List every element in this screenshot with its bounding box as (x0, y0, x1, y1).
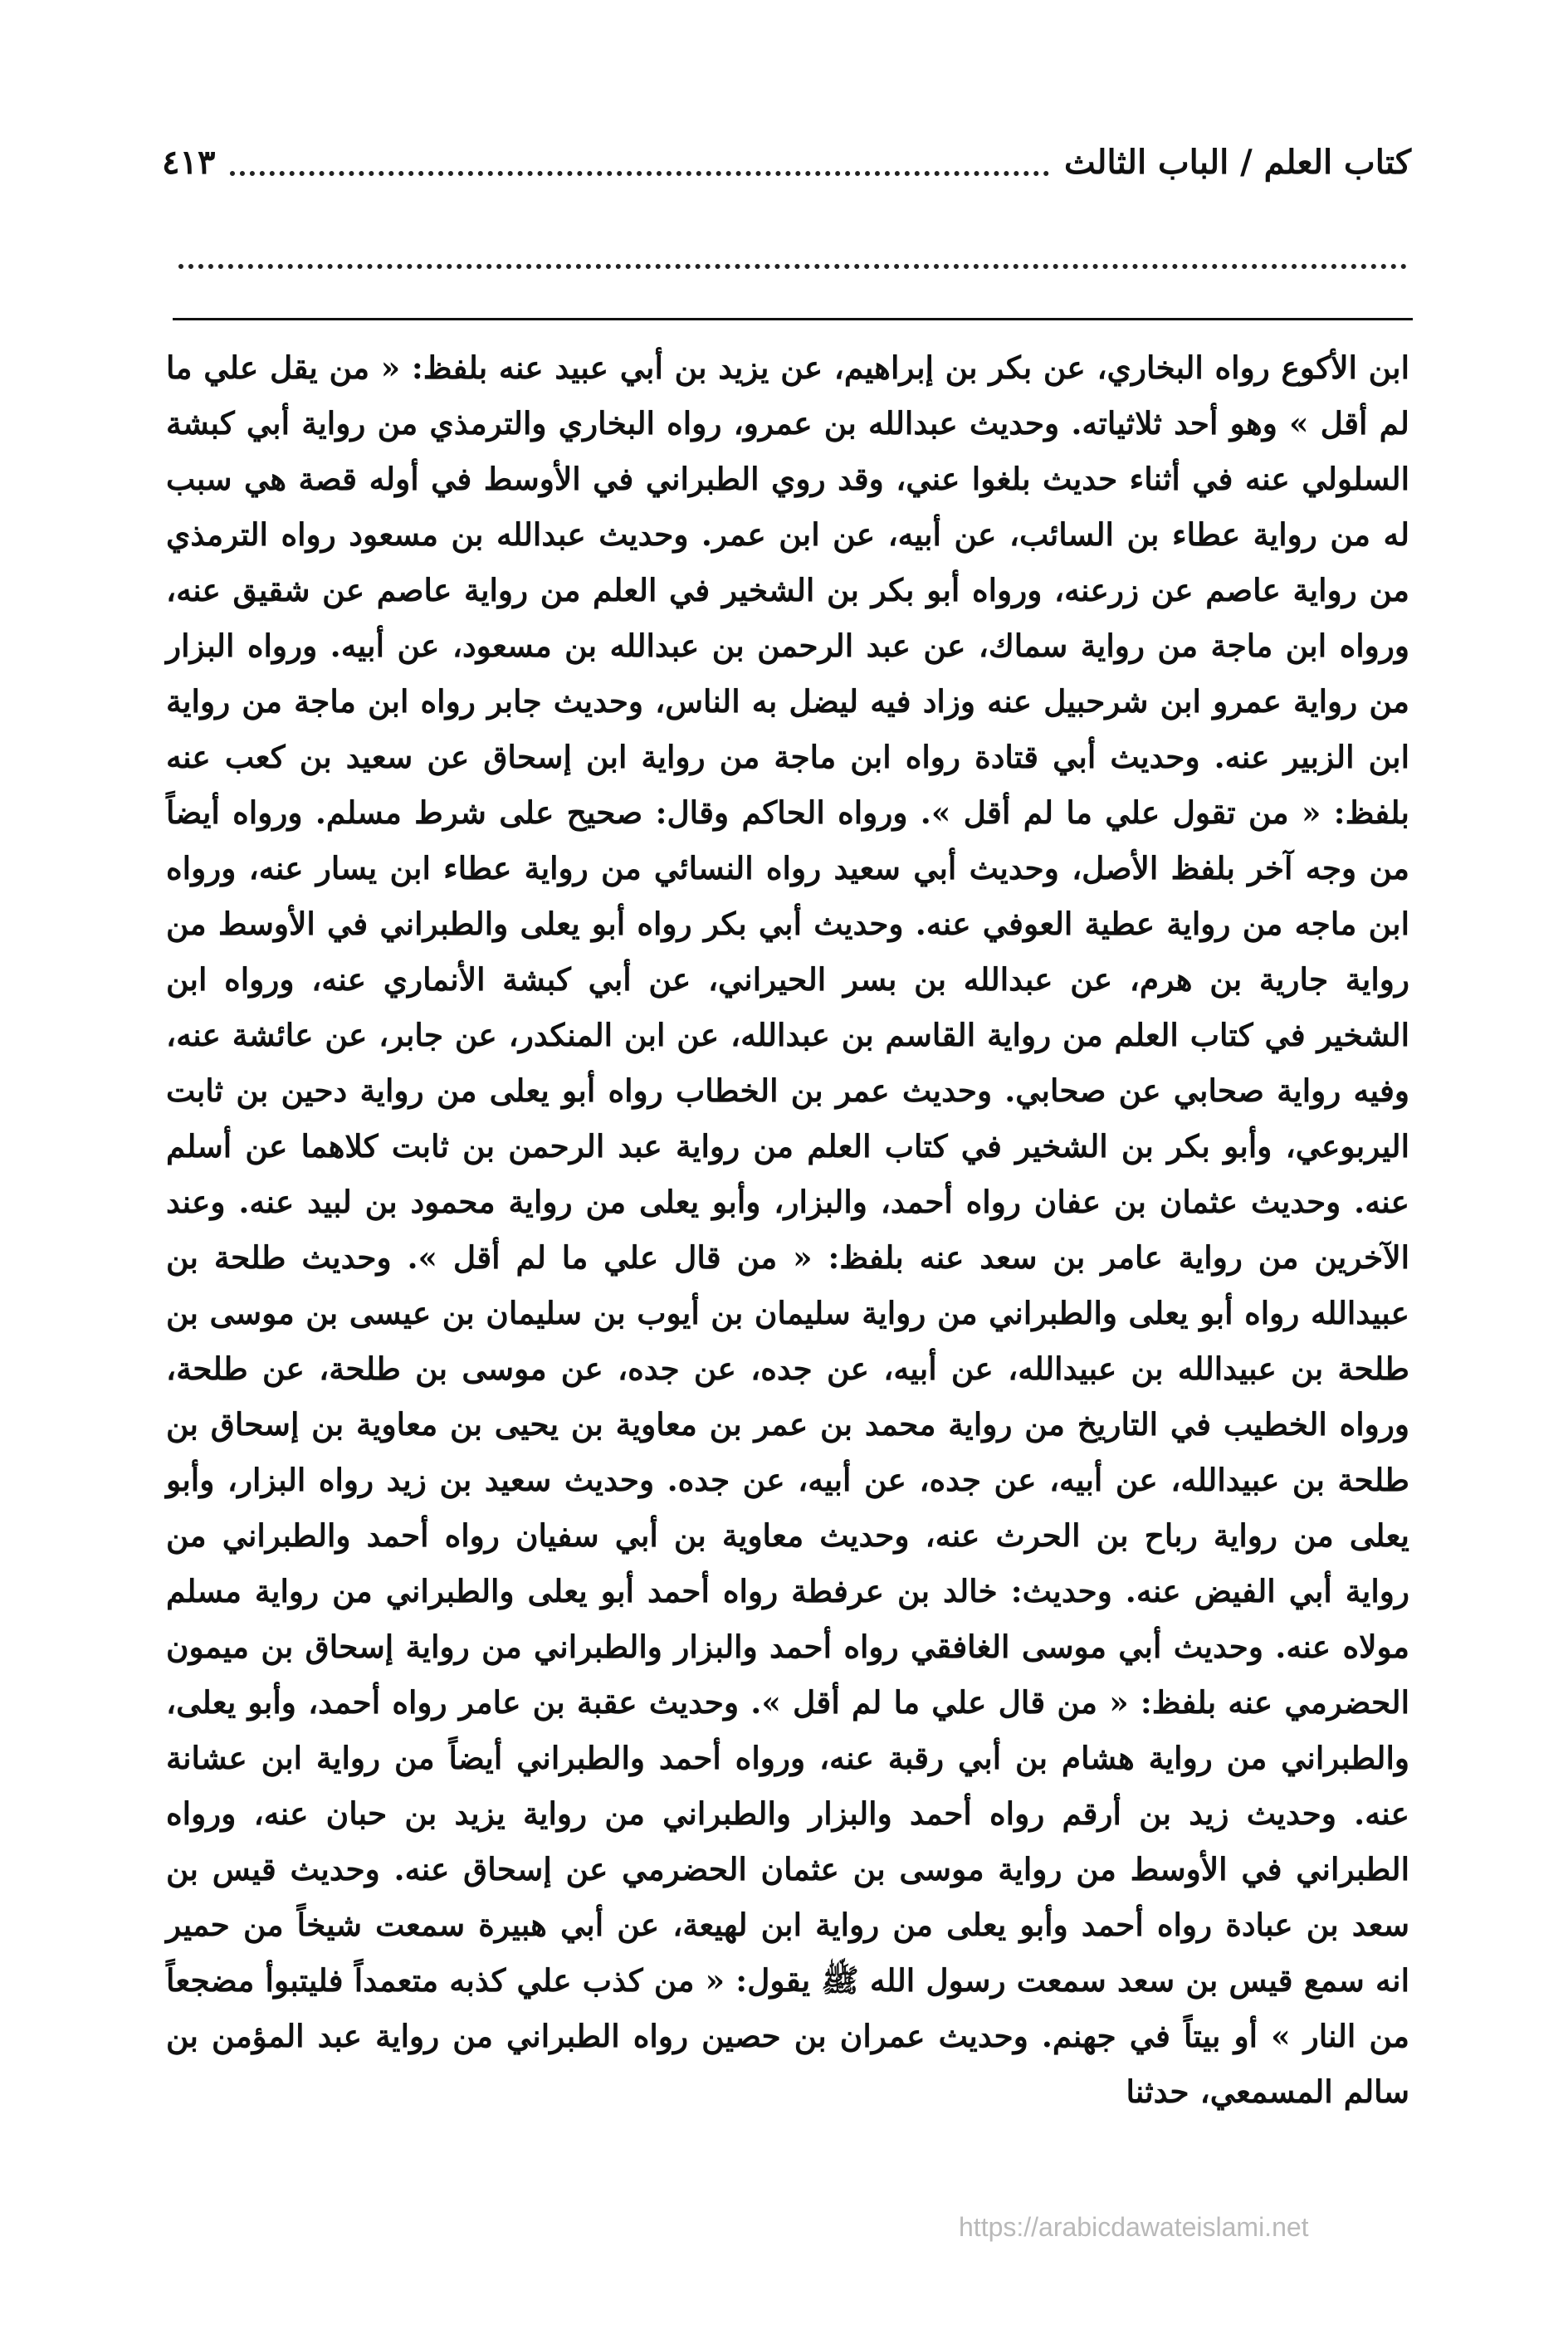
body-text: ابن الأكوع رواه البخاري، عن بكر بن إبراهيم، عن يزيد بن أبي عبيد عنه بلفظ: « من يقل علي ما لم أقل » وهو أحد ثلاثياته. وحديث عبدالله بن عمرو، رواه البخاري والترمذي من رواية أبي كبشة السلولي عنه في أثناء حديث بلغوا عني، وقد روي الطبراني في الأوسط في أوله قصة هي سبب له من رواية عطاء بن السائب، عن أبيه، عن ابن عمر. وحديث عبدالله بن مسعود رواه الترمذي من رواية عاصم عن زرعنه، ورواه أبو بكر بن الشخير في العلم من رواية عاصم عن شقيق عنه، ورواه ابن ماجة من رواية سماك، عن عبد الرحمن بن عبدالله بن مسعود، عن أبيه. ورواه البزار من رواية عمرو ابن شرحبيل عنه وزاد فيه ليضل به الناس، وحديث جابر رواه ابن ماجة من رواية ابن الزبير عنه. وحديث أبي قتادة رواه ابن ماجة من رواية ابن إسحاق عن سعيد بن كعب عنه بلفظ: « من تقول علي ما لم أقل ». ورواه الحاكم وقال: صحيح على شرط مسلم. ورواه أيضاً من وجه آخر بلفظ الأصل، وحديث أبي سعيد رواه النسائي من رواية عطاء ابن يسار عنه، ورواه ابن ماجه من رواية عطية العوفي عنه. وحديث أبي بكر رواه أبو يعلى والطبراني في الأوسط من رواية جارية بن هرم، عن عبدالله بن بسر الحيراني، عن أبي كبشة الأنماري عنه، ورواه ابن الشخير في كتاب العلم من رواية القاسم بن عبدالله، عن ابن المنكدر، عن جابر، عن عائشة عنه، وفيه رواية صحابي عن صحابي. وحديث عمر بن الخطاب رواه أبو يعلى من رواية دحين بن ثابت اليربوعي، وأبو بكر بن الشخير في كتاب العلم من رواية عبد الرحمن بن ثابت كلاهما عن أسلم عنه. وحديث عثمان بن عفان رواه أحمد، والبزار، وأبو يعلى من رواية محمود بن لبيد عنه. وعند الآخرين من رواية عامر بن سعد عنه بلفظ: « من قال علي ما لم أقل ». وحديث طلحة بن عبيدالله رواه أبو يعلى والطبراني من رواية سليمان بن أيوب بن سليمان بن عيسى بن موسى بن طلحة بن عبيدالله بن عبيدالله، عن أبيه، عن جده، عن جده، عن موسى بن طلحة، عن طلحة، ورواه الخطيب في التاريخ من رواية محمد بن عمر بن معاوية بن يحيى بن معاوية بن إسحاق بن طلحة بن عبيدالله، عن أبيه، عن جده، عن أبيه، عن جده. وحديث سعيد بن زيد رواه البزار، وأبو يعلى من رواية رباح بن الحرث عنه، وحديث معاوية بن أبي سفيان رواه أحمد والطبراني من رواية أبي الفيض عنه. وحديث: خالد بن عرفطة رواه أحمد أبو يعلى والطبراني من رواية مسلم مولاه عنه. وحديث أبي موسى الغافقي رواه أحمد والبزار والطبراني من رواية إسحاق بن ميمون الحضرمي عنه بلفظ: « من قال علي ما لم أقل ». وحديث عقبة بن عامر رواه أحمد، وأبو يعلى، والطبراني من رواية هشام بن أبي رقبة عنه، ورواه أحمد والطبراني أيضاً من رواية ابن عشانة عنه. وحديث زيد بن أرقم رواه أحمد والبزار والطبراني من رواية يزيد بن حبان عنه، ورواه الطبراني في الأوسط من رواية موسى بن عثمان الحضرمي عن إسحاق عنه. وحديث قيس بن سعد بن عبادة رواه أحمد وأبو يعلى من رواية ابن لهيعة، عن أبي هبيرة سمعت شيخاً من حمير انه سمع قيس بن سعد سمعت رسول الله ﷺ يقول: « من كذب علي كذبه متعمداً فليتبوأ مضجعاً من النار » أو بيتاً في جهنم. وحديث عمران بن حصين رواه الطبراني من رواية عبد المؤمن بن سالم المسمعي، حدثنا (166, 349, 1409, 2110)
watermark-url: https://arabicdawateislami.net (959, 2212, 1309, 2242)
header-leader-dots (230, 171, 1049, 176)
dotted-separator (178, 264, 1407, 269)
running-header (162, 133, 1411, 191)
page-number: ٤١٣ (162, 142, 216, 182)
footnote-rule (173, 318, 1413, 320)
chapter-title: كتاب العلم / الباب الثالث (1064, 142, 1411, 182)
